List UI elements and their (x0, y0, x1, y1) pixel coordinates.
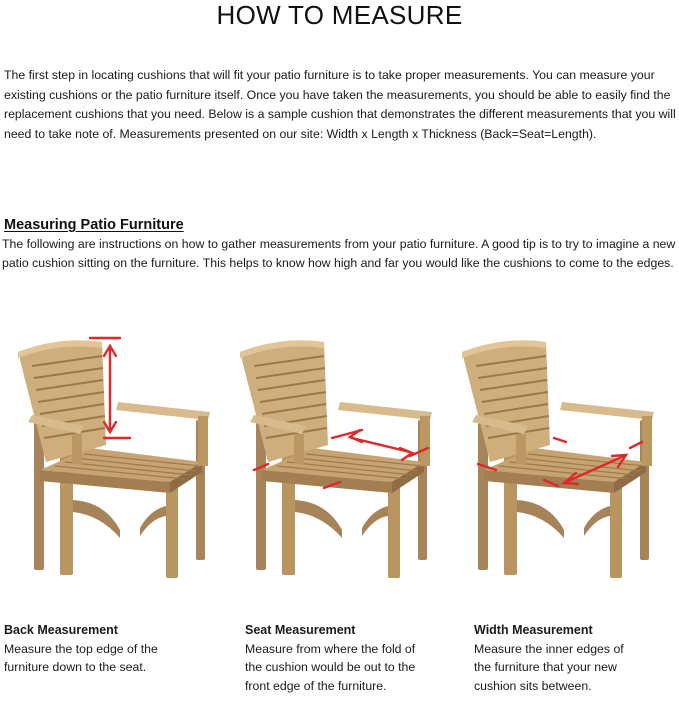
chairs-illustration (0, 330, 679, 590)
caption-width-measurement (474, 621, 624, 695)
caption-title: Width Measurement (474, 623, 593, 637)
section-heading: Measuring Patio Furniture (4, 217, 184, 233)
caption-seat-measurement (245, 621, 417, 695)
intro-paragraph: The first step in locating cushions that will fit your patio furniture is to take proper measurements. You can measure your existing cushions or the patio furniture itself. Once you have taken the measurements, you should be able to easily find the replacement cushions that you need. Below is a sample cushion that demonstrates the different measurements that you will need to take note of. Measurements presented on our site: Width x Length x Thickness (Back=Seat=Length). (4, 68, 676, 141)
caption-back-measurement (4, 621, 204, 677)
page-title: HOW TO MEASURE (216, 0, 463, 30)
chair-back-measurement (18, 338, 210, 578)
chair-seat-measurement (240, 340, 432, 578)
caption-title: Seat Measurement (245, 623, 356, 637)
caption-text: Measure the inner edges of the furniture that your new cushion sits between. (474, 641, 624, 693)
caption-text: Measure from where the fold of the cushion would be out to the front edge of the furniture. (245, 641, 416, 693)
chair-width-measurement (462, 340, 654, 578)
section-paragraph: The following are instructions on how to gather measurements from your patio furniture. A good tip is to try to imagine a new patio cushion sitting on the furniture. This helps to know how high and far you would like the cushions to come to the edges. (2, 237, 676, 270)
caption-title: Back Measurement (4, 623, 118, 637)
caption-text: Measure the top edge of the furniture down to the seat. (4, 641, 158, 674)
